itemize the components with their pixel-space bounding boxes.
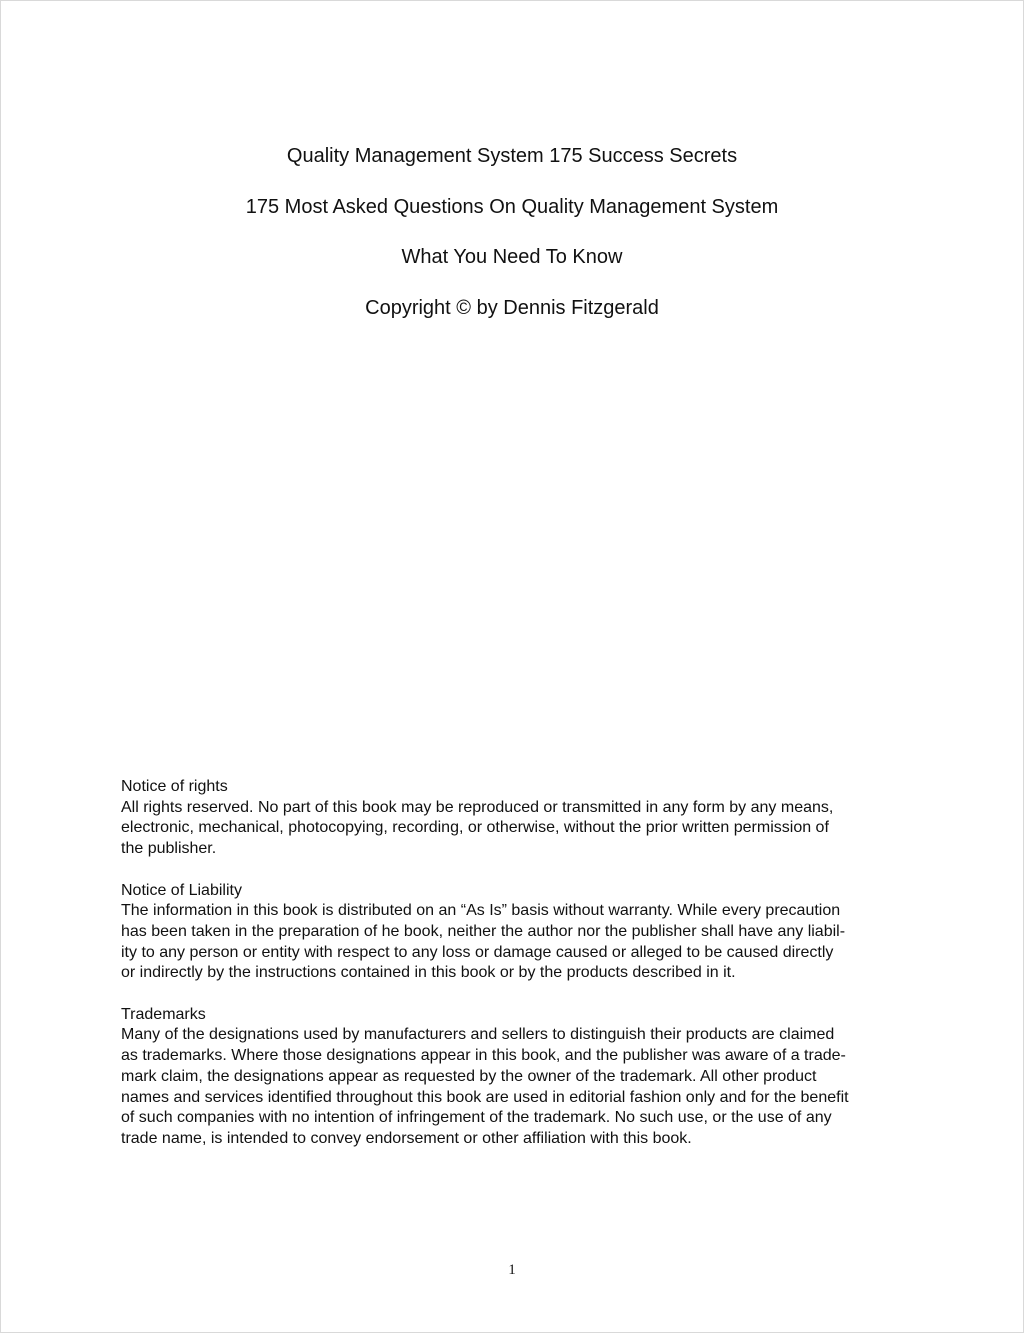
notice-line: Many of the designations used by manufacturers and sellers to distinguish their products are claimed xyxy=(121,1026,835,1044)
notice-line: The information in this book is distributed on an “As Is” basis without warranty. While every precaution xyxy=(121,902,841,920)
notice-body xyxy=(121,1025,906,1149)
notice-line: the publisher. xyxy=(121,840,217,858)
notice-line: trade name, is intended to convey endorsement or other affiliation with this book. xyxy=(121,1129,692,1147)
notice-line: mark claim, the designations appear as requested by the owner of the trademark. All other product xyxy=(121,1067,817,1085)
notice-line: has been taken in the preparation of he book, neither the author nor the publisher shall have any liabil- xyxy=(121,922,846,940)
notice-body xyxy=(121,798,906,860)
notice-line: as trademarks. Where those designations appear in this book, and the publisher was aware of a trade- xyxy=(121,1047,846,1065)
notice-of-liability xyxy=(121,881,906,985)
notice-line: or indirectly by the instructions contained in this book or by the products described in it. xyxy=(121,964,736,982)
page-number: 1 xyxy=(508,1262,516,1278)
notice-body xyxy=(121,901,906,984)
book-subtitle: 175 Most Asked Questions On Quality Management System xyxy=(245,195,779,218)
notice-heading: Notice of rights xyxy=(121,778,228,795)
notice-line: ity to any person or entity with respect to any loss or damage caused or alleged to be caused directly xyxy=(121,943,834,961)
notice-line: electronic, mechanical, photocopying, recording, or otherwise, without the prior written permission of xyxy=(121,819,829,837)
copyright-line: Copyright © by Dennis Fitzgerald xyxy=(365,296,659,319)
book-title: Quality Management System 175 Success Secrets xyxy=(286,145,738,167)
notice-heading: Notice of Liability xyxy=(121,881,242,899)
title-block xyxy=(0,143,1024,345)
notices xyxy=(121,777,906,1170)
notice-line: All rights reserved. No part of this book may be reproduced or transmitted in any form by any means, xyxy=(121,798,834,816)
notice-line: of such companies with no intention of infringement of the trademark. No such use, or the use of any xyxy=(121,1109,832,1127)
book-tagline: What You Need To Know xyxy=(401,246,623,268)
notice-of-rights xyxy=(121,777,906,860)
trademarks-notice xyxy=(121,1005,906,1150)
notice-heading: Trademarks xyxy=(121,1005,206,1023)
notice-line: names and services identified throughout this book are used in editorial fashion only and for the benefit xyxy=(121,1088,849,1106)
